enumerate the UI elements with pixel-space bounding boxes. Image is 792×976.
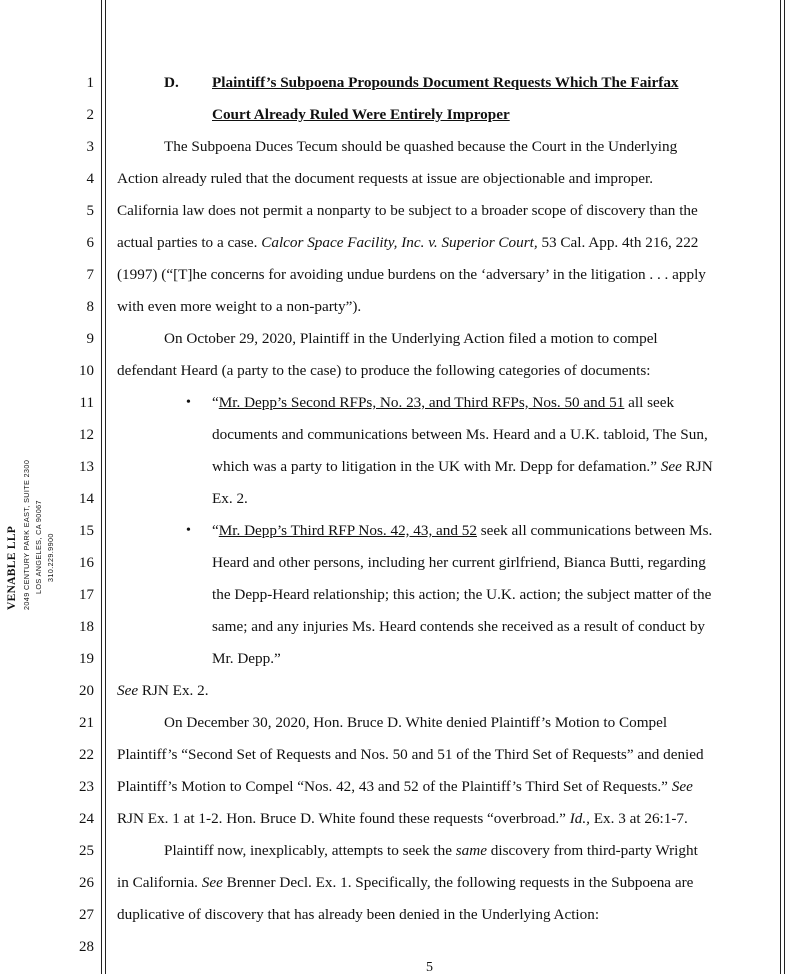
signal-see: See	[660, 458, 682, 475]
line-number: 27	[79, 907, 94, 923]
firm-block	[4, 430, 60, 610]
bullet-marker: •	[186, 523, 191, 538]
page-number: 5	[426, 960, 433, 975]
line-number: 9	[86, 331, 94, 347]
line-number: 22	[79, 747, 94, 763]
text-run: discovery from third-party Wright	[486, 842, 698, 859]
emphasis-same: same	[455, 842, 487, 859]
firm-address: 2049 CENTURY PARK EAST, SUITE 2300	[22, 459, 31, 610]
line-number: 5	[86, 203, 94, 219]
line-number: 25	[79, 843, 94, 859]
text-line-24	[117, 809, 688, 829]
text-line-23	[117, 777, 693, 797]
text-run: in California.	[117, 874, 202, 891]
line-number: 26	[79, 875, 94, 891]
text-run: RJN	[681, 458, 713, 475]
text-run: which was a party to litigation in the UK with Mr. Depp for defamation.”	[212, 458, 661, 475]
text-line-27: duplicative of discovery that has already been denied in the Underlying Action:	[117, 906, 600, 923]
line-number: 13	[79, 459, 94, 475]
line-number: 8	[86, 299, 94, 315]
text-run: 53 Cal. App. 4th 216, 222	[537, 234, 699, 251]
text-line-3: The Subpoena Duces Tecum should be quashed because the Court in the Underlying	[164, 138, 678, 155]
signal-see: See	[201, 874, 223, 891]
text-run: RJN Ex. 2.	[138, 682, 209, 699]
line-number: 3	[86, 139, 94, 155]
right-margin-rule-outer	[784, 0, 785, 974]
text-run: Plaintiff’s Motion to Compel “Nos. 42, 43 and 52 of the Plaintiff’s Third Set of Requests.”	[117, 778, 672, 795]
signal-see: See	[117, 682, 139, 699]
line-number: 28	[79, 939, 94, 955]
signal-see: See	[671, 778, 693, 795]
text-line-9: On October 29, 2020, Plaintiff in the Underlying Action filed a motion to compel	[164, 330, 658, 347]
bullet-marker: •	[186, 395, 191, 410]
left-margin-rule	[101, 0, 102, 974]
line-number: 14	[79, 491, 94, 507]
text-line-19: Mr. Depp.”	[212, 650, 281, 667]
line-number: 6	[86, 235, 94, 251]
text-line-17: the Depp-Heard relationship; this action; the U.K. action; the subject matter of the	[212, 586, 712, 603]
text-line-26	[117, 873, 693, 893]
firm-city: LOS ANGELES, CA 90067	[34, 500, 43, 594]
text-line-5: California law does not permit a nonparty to be subject to a broader scope of discovery than the	[117, 202, 698, 219]
right-margin-rule	[780, 0, 781, 974]
line-number: 2	[86, 107, 94, 123]
text-line-4: Action already ruled that the document requests at issue are objectionable and improper.	[117, 170, 654, 187]
text-line-13	[212, 457, 713, 477]
text-run: RJN Ex. 1 at 1-2. Hon. Bruce D. White found these requests “overbroad.”	[117, 810, 570, 827]
text-run: Ex. 3 at 26:1-7.	[589, 810, 688, 827]
line-number: 18	[79, 619, 94, 635]
heading-line-2: Court Already Ruled Were Entirely Improper	[212, 106, 510, 123]
line-number: 16	[79, 555, 94, 571]
text-run: seek all communications between Ms.	[476, 522, 713, 539]
text-line-8: with even more weight to a non-party”).	[117, 298, 362, 315]
line-number: 19	[79, 651, 94, 667]
underlined-reference: Mr. Depp’s Second RFPs, No. 23, and Third RFPs, Nos. 50 and 51	[218, 394, 625, 411]
text-line-14: Ex. 2.	[212, 490, 248, 507]
text-run: “	[212, 522, 219, 539]
text-line-20	[117, 681, 209, 701]
text-run: actual parties to a case.	[117, 234, 262, 251]
text-line-6	[117, 233, 698, 253]
text-run: “	[212, 394, 219, 411]
text-line-22: Plaintiff’s “Second Set of Requests and Nos. 50 and 51 of the Third Set of Requests” and denied	[117, 746, 704, 763]
heading-letter: D.	[164, 74, 179, 91]
underlined-reference: Mr. Depp’s Third RFP Nos. 42, 43, and 52	[218, 522, 477, 539]
line-number: 12	[79, 427, 94, 443]
line-number: 15	[79, 523, 94, 539]
line-number: 23	[79, 779, 94, 795]
text-line-16: Heard and other persons, including her current girlfriend, Bianca Butti, regarding	[212, 554, 706, 571]
text-run: Brenner Decl. Ex. 1. Specifically, the following requests in the Subpoena are	[222, 874, 694, 891]
text-line-21: On December 30, 2020, Hon. Bruce D. White denied Plaintiff’s Motion to Compel	[164, 714, 668, 731]
line-number: 10	[79, 363, 94, 379]
text-run: Plaintiff now, inexplicably, attempts to seek the	[164, 842, 456, 859]
case-citation: Calcor Space Facility, Inc. v. Superior Court,	[261, 234, 538, 251]
line-number: 24	[79, 811, 94, 827]
text-line-7: (1997) (“[T]he concerns for avoiding undue burdens on the ‘adversary’ in the litigation . . . apply	[117, 266, 706, 283]
line-number: 7	[86, 267, 94, 283]
text-run: all seek	[624, 394, 675, 411]
text-line-25	[164, 841, 698, 861]
line-number: 20	[79, 683, 94, 699]
firm-name: VENABLE LLP	[6, 525, 18, 610]
text-line-10: defendant Heard (a party to the case) to produce the following categories of documents:	[117, 362, 651, 379]
text-line-18: same; and any injuries Ms. Heard contends she received as a result of conduct by	[212, 618, 706, 635]
line-number: 11	[79, 395, 94, 411]
text-line-11	[212, 393, 674, 413]
left-margin-rule-inner	[105, 0, 106, 974]
signal-id: Id.,	[569, 810, 590, 827]
heading-line-1: Plaintiff’s Subpoena Propounds Document Requests Which The Fairfax	[212, 74, 679, 91]
line-number: 1	[86, 75, 94, 91]
line-number: 17	[79, 587, 94, 603]
text-line-15	[212, 521, 712, 541]
firm-phone: 310.229.9900	[46, 533, 55, 582]
text-line-12: documents and communications between Ms. Heard and a U.K. tabloid, The Sun,	[212, 426, 708, 443]
line-number: 21	[79, 715, 94, 731]
line-number: 4	[86, 171, 94, 187]
